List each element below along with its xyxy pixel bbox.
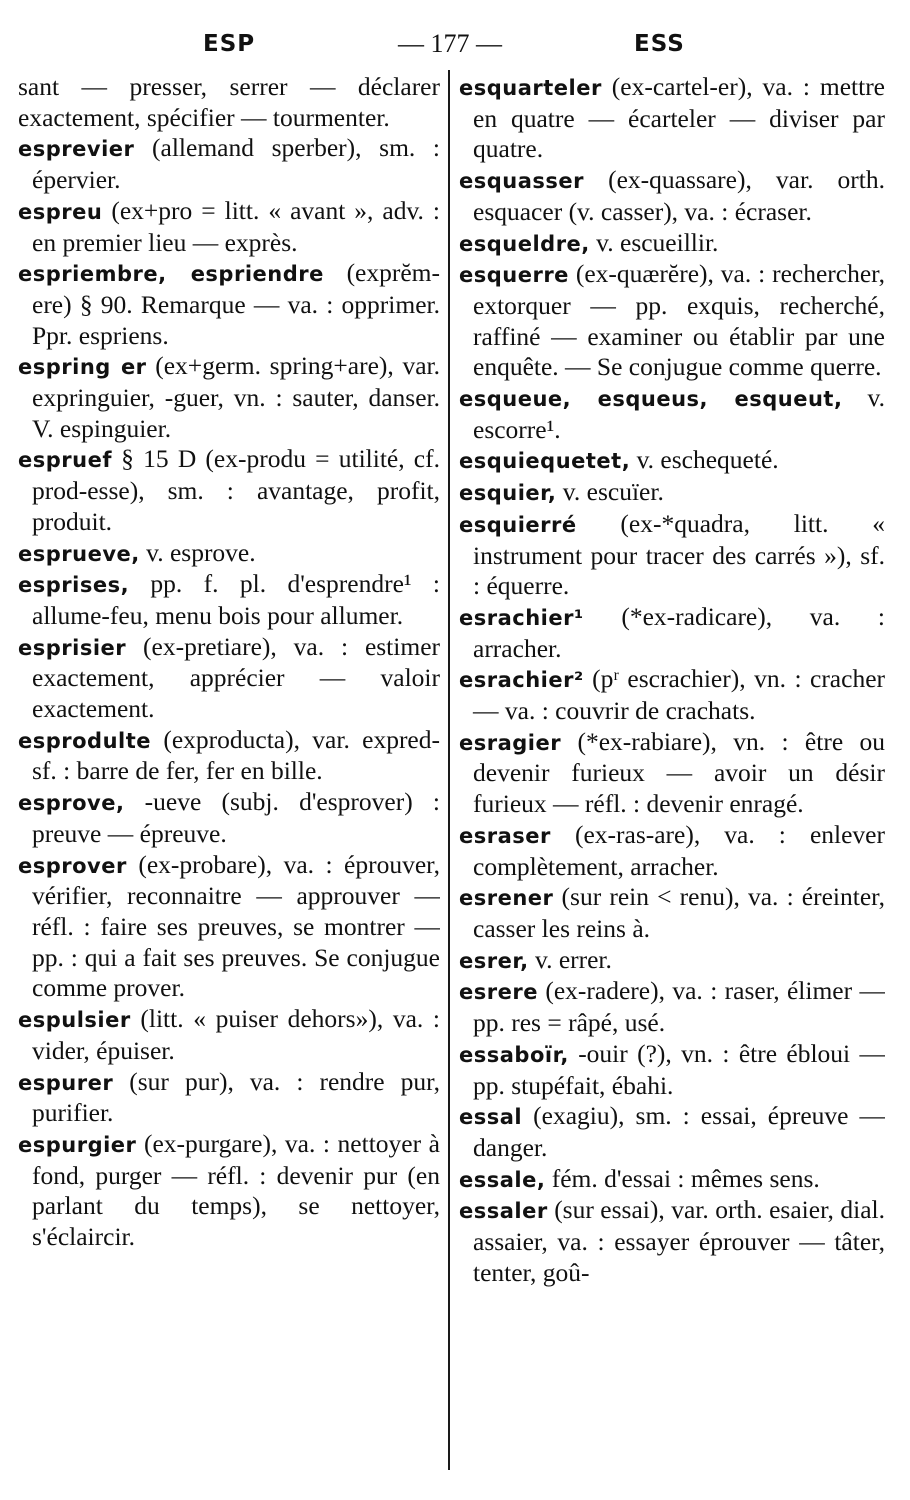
entry-headword: esprisier xyxy=(18,635,127,660)
dictionary-entry xyxy=(459,727,885,820)
entry-body: (ex-probare), va. : éprouver, vérifier, reconnaitre — approuver — réfl. : faire ses preuves, se montrer — pp. : qui a fait ses preuves. Se conjugue comme prover. xyxy=(32,849,440,1003)
entry-headword: esquerre xyxy=(459,263,569,288)
dictionary-entry xyxy=(18,538,440,570)
entry-body: (exagiu), sm. : essai, épreuve — danger. xyxy=(473,1101,885,1162)
entry-body: (ex-quassare), var. orth. esquacer (v. casser), va. : écraser. xyxy=(473,165,885,226)
dictionary-entry xyxy=(459,509,885,602)
entry-headword: essale, xyxy=(459,1167,546,1192)
entry-headword: esquier, xyxy=(459,481,557,506)
dictionary-entry xyxy=(18,444,440,537)
dictionary-entry xyxy=(459,165,885,227)
entry-body: (ex+pro = litt. « avant », adv. : en premier lieu — exprès. xyxy=(32,195,440,257)
entry-headword: esquiequetet, xyxy=(459,449,631,474)
dictionary-entry xyxy=(459,945,885,977)
entry-headword: esprises, xyxy=(18,573,130,598)
dictionary-entry xyxy=(459,477,885,509)
dictionary-entry xyxy=(459,383,885,445)
entry-headword: esquierré xyxy=(459,512,577,537)
entry-headword: espurer xyxy=(18,1070,114,1095)
entry-body: § 15 D (ex-produ = utilité, cf. prod-esse), sm. : avantage, profit, produit. xyxy=(32,444,440,536)
entry-headword: espring er xyxy=(18,355,147,380)
entry-body: (pʳ escrachier), vn. : cracher — va. : couvrir de crachats. xyxy=(473,664,885,726)
dictionary-entry xyxy=(18,632,440,725)
entry-body: (ex-radere), va. : raser, élimer — pp. res = râpé, usé. xyxy=(473,976,885,1038)
dictionary-entry xyxy=(18,850,440,1005)
dictionary-entry xyxy=(459,882,885,944)
entry-body: (sur essai), var. orth. esaier, dial. assaier, va. : essayer éprouver — tâter, tenter, goû- xyxy=(473,1195,885,1287)
entry-headword: espurgier xyxy=(18,1132,137,1157)
dictionary-entry xyxy=(459,976,885,1038)
dictionary-entry xyxy=(459,602,885,664)
entry-body: (litt. « puiser dehors»), va. : vider, épuiser. xyxy=(32,1004,440,1065)
entry-headword: espriembre, espriendre xyxy=(18,262,324,287)
column-divider xyxy=(448,70,450,1470)
entry-headword: esrere xyxy=(459,980,538,1005)
entry-body: v. errer. xyxy=(534,944,612,974)
entry-body: (ex-quærĕre), va. : rechercher, extorquer — pp. exquis, recherché, raffiné — examiner ou établir par une enquête. — Se conjugue comme querre. xyxy=(473,259,885,382)
entry-body: (ex-ras-are), va. : enlever complètement, arracher. xyxy=(473,819,885,881)
dictionary-entry xyxy=(459,1101,885,1163)
entry-headword: esragier xyxy=(459,730,562,755)
dictionary-entry xyxy=(18,787,440,849)
dictionary-entry xyxy=(18,1129,440,1253)
entry-headword: esrener xyxy=(459,886,554,911)
entry-body: (allemand sperber), sm. : épervier. xyxy=(32,133,440,195)
entry-headword: espulsier xyxy=(18,1008,131,1033)
dictionary-entry xyxy=(459,228,885,260)
entry-headword: esprevier xyxy=(18,137,135,162)
dictionary-entry xyxy=(459,1164,885,1196)
entry-headword: esprodulte xyxy=(18,728,152,753)
entry-body: pp. f. pl. d'esprendre¹ : allume-feu, menu bois pour allumer. xyxy=(32,569,440,630)
dictionary-entry xyxy=(18,133,440,195)
dictionary-entry xyxy=(18,1004,440,1066)
dictionary-entry xyxy=(18,725,440,787)
entry-body: v. escuïer. xyxy=(562,477,664,507)
dictionary-entry xyxy=(18,1067,440,1129)
entry-body: (ex-pretiare), va. : estimer exactement, apprécier — valoir exactement. xyxy=(32,631,440,724)
dictionary-entry xyxy=(18,72,440,133)
entry-headword: espruef xyxy=(18,448,112,473)
entry-body: (exproducta), var. expred- sf. : barre de fer, fer en bille. xyxy=(32,724,440,786)
entry-headword: esquasser xyxy=(459,169,584,194)
entry-headword: essaboïr, xyxy=(459,1042,569,1067)
entry-body: (ex-cartel-er), va. : mettre en quatre — écarteler — diviser par quatre. xyxy=(473,72,885,164)
dictionary-entry xyxy=(18,196,440,258)
entry-body: -ueve (subj. d'esprover) : preuve — épreuve. xyxy=(32,787,440,848)
right-column xyxy=(459,72,885,1472)
entry-body: v. escueillir. xyxy=(596,227,719,257)
page-header xyxy=(0,26,910,62)
entry-headword: esprove, xyxy=(18,791,125,816)
entry-headword: essal xyxy=(459,1105,523,1130)
entry-headword: esrachier² xyxy=(459,668,584,693)
entry-body: (ex-purgare), va. : nettoyer à fond, purger — réfl. : devenir pur (en parlant du temps), se nettoyer, s'éclaircir. xyxy=(32,1128,440,1252)
entry-headword: espreu xyxy=(18,199,103,224)
dictionary-entry xyxy=(18,351,440,444)
entry-body: (*ex-rabiare), vn. : être ou devenir furieux — avoir un désir furieux — réfl. : devenir enragé. xyxy=(473,726,885,819)
dictionary-entry xyxy=(459,259,885,383)
entry-body: v. esprove. xyxy=(146,537,256,567)
left-column xyxy=(18,72,440,1472)
right-guide-word: ESS xyxy=(634,31,685,57)
entry-headword: esraser xyxy=(459,823,551,848)
entry-headword: esrachier¹ xyxy=(459,605,584,630)
dictionary-entry xyxy=(18,569,440,631)
entry-headword: esqueue, esqueus, esqueut, xyxy=(459,387,843,412)
entry-headword: esqueldre, xyxy=(459,231,590,256)
page-number: — 177 — xyxy=(398,29,502,58)
entry-headword: essaler xyxy=(459,1199,548,1224)
entry-body: (exprĕm-ere) § 90. Remarque — va. : opprimer. Ppr. espriens. xyxy=(32,258,440,350)
entry-headword: esprueve, xyxy=(18,541,140,566)
dictionary-entry xyxy=(459,820,885,882)
dictionary-entry xyxy=(18,258,440,351)
entry-body: (ex+germ. spring+are), var. expringuier, -guer, vn. : sauter, danser. V. espinguier. xyxy=(32,351,440,443)
entry-body: v. escorre¹. xyxy=(473,383,885,444)
entry-body: v. eschequeté. xyxy=(636,445,779,475)
dictionary-entry xyxy=(459,664,885,726)
left-guide-word: ESP xyxy=(203,31,256,57)
entry-body: (ex-*quadra, litt. « instrument pour tracer des carrés »), sf. : équerre. xyxy=(473,508,885,601)
entry-body: (*ex-radicare), va. : arracher. xyxy=(473,601,885,663)
dictionary-entry xyxy=(459,445,885,477)
entry-headword: esprover xyxy=(18,853,127,878)
entry-body: (sur rein < renu), va. : éreinter, casser les reins à. xyxy=(473,882,885,943)
entry-headword: esquarteler xyxy=(459,76,602,100)
dictionary-entry xyxy=(459,72,885,165)
dictionary-entry xyxy=(459,1195,885,1288)
dictionary-entry xyxy=(459,1039,885,1101)
entry-headword: esrer, xyxy=(459,948,529,973)
entry-body: -ouir (?), vn. : être ébloui — pp. stupéfait, ébahi. xyxy=(473,1038,885,1100)
entry-body: (sur pur), va. : rendre pur, purifier. xyxy=(32,1066,440,1128)
entry-body: sant — presser, serrer — déclarer exactement, spécifier — tourmenter. xyxy=(18,72,440,132)
entry-body: fém. d'essai : mêmes sens. xyxy=(551,1163,820,1193)
